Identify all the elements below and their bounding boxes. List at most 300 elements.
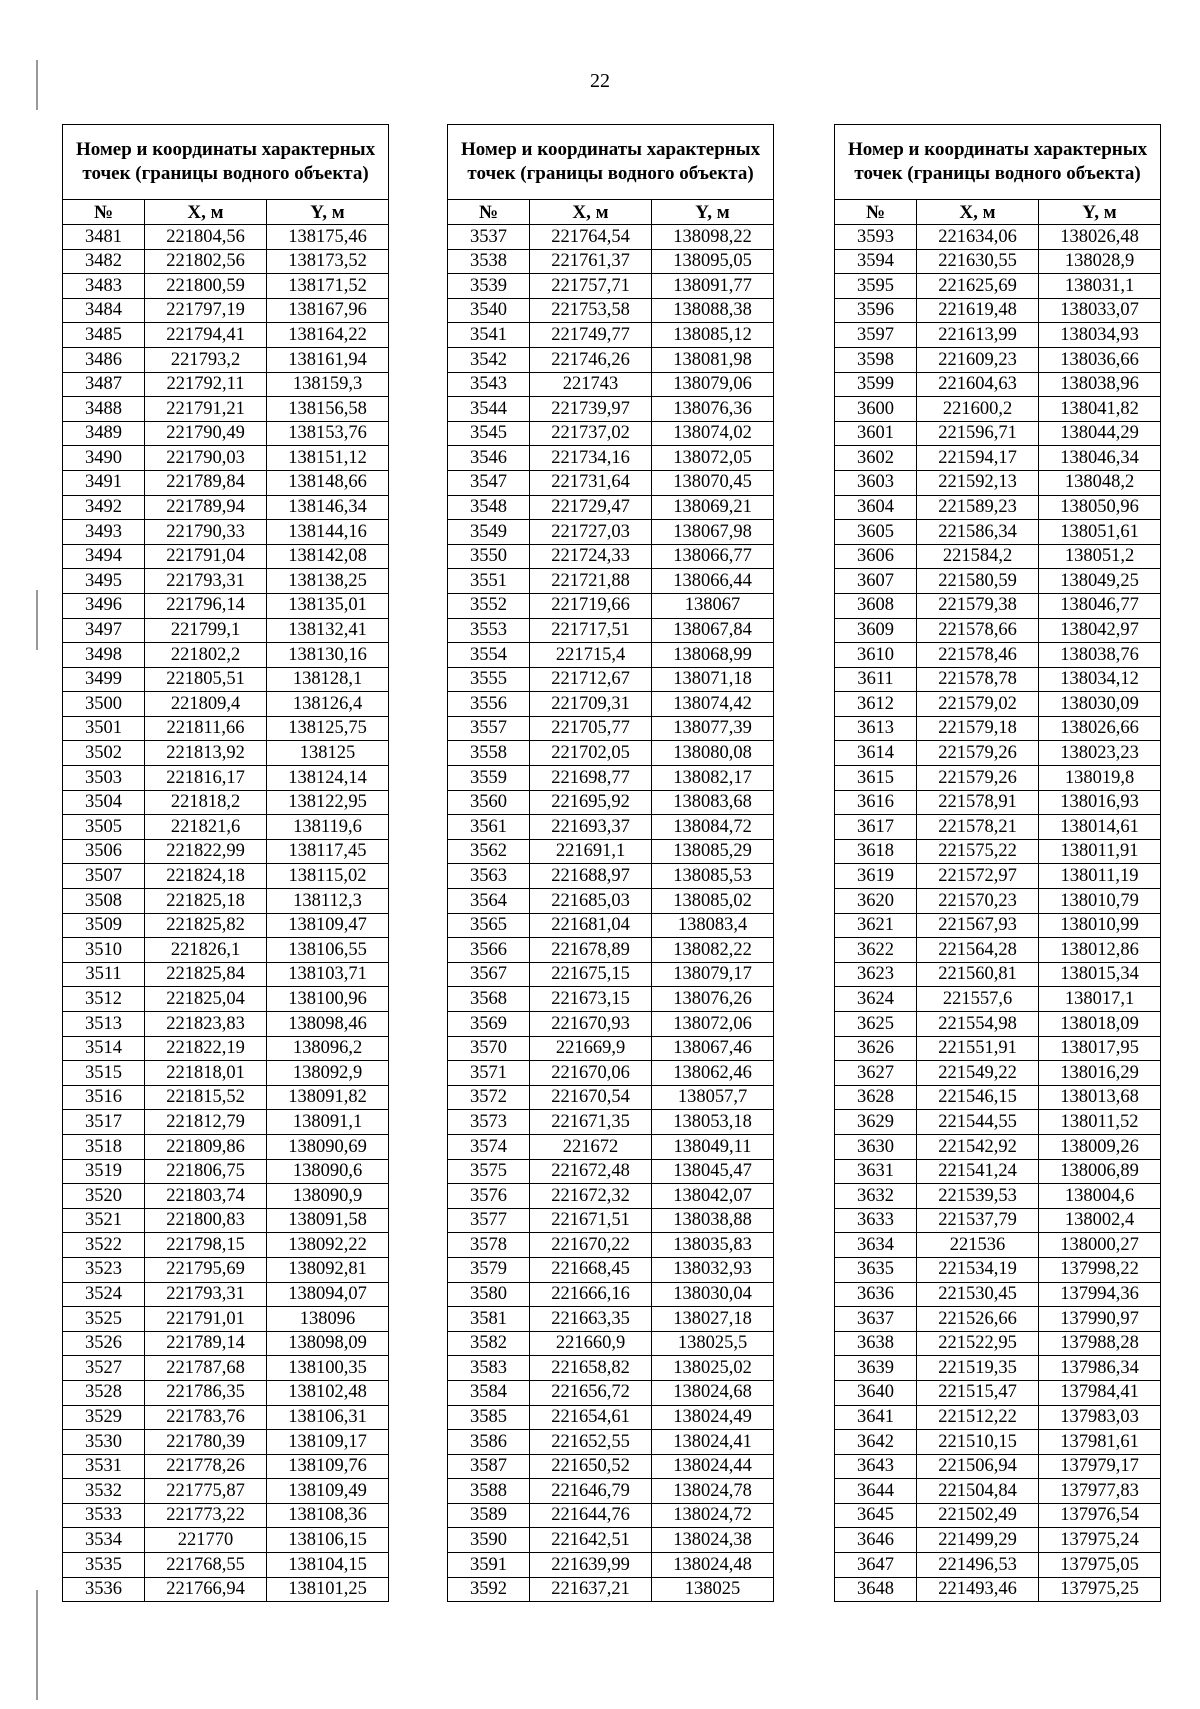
x-coordinate-cell: 221589,23 bbox=[917, 495, 1039, 520]
x-coordinate-cell: 221504,84 bbox=[917, 1479, 1039, 1504]
table-row bbox=[448, 1479, 774, 1504]
table-row bbox=[448, 815, 774, 840]
point-number-cell: 3589 bbox=[448, 1503, 530, 1528]
x-coordinate-cell: 221825,04 bbox=[145, 987, 267, 1012]
point-number-cell: 3495 bbox=[63, 569, 145, 594]
point-number-cell: 3502 bbox=[63, 741, 145, 766]
y-coordinate-cell: 138024,49 bbox=[652, 1405, 774, 1430]
table-row bbox=[835, 1380, 1161, 1405]
x-coordinate-cell: 221546,15 bbox=[917, 1085, 1039, 1110]
y-coordinate-cell: 138142,08 bbox=[267, 544, 389, 569]
point-number-cell: 3562 bbox=[448, 839, 530, 864]
table-row bbox=[448, 1061, 774, 1086]
table-row bbox=[448, 889, 774, 914]
table-row bbox=[63, 1307, 389, 1332]
table-row bbox=[835, 1528, 1161, 1553]
table-row bbox=[63, 962, 389, 987]
table-row bbox=[448, 1405, 774, 1430]
x-coordinate-cell: 221681,04 bbox=[530, 913, 652, 938]
y-coordinate-cell: 137994,36 bbox=[1039, 1282, 1161, 1307]
y-coordinate-cell: 138109,49 bbox=[267, 1479, 389, 1504]
point-number-cell: 3486 bbox=[63, 347, 145, 372]
point-number-cell: 3493 bbox=[63, 520, 145, 545]
point-number-cell: 3606 bbox=[835, 544, 917, 569]
x-coordinate-cell: 221537,79 bbox=[917, 1208, 1039, 1233]
table-row bbox=[835, 446, 1161, 471]
table-row bbox=[835, 569, 1161, 594]
x-coordinate-cell: 221812,79 bbox=[145, 1110, 267, 1135]
y-coordinate-cell: 138106,31 bbox=[267, 1405, 389, 1430]
point-number-cell: 3545 bbox=[448, 421, 530, 446]
y-coordinate-cell: 138138,25 bbox=[267, 569, 389, 594]
point-number-cell: 3624 bbox=[835, 987, 917, 1012]
point-number-cell: 3600 bbox=[835, 397, 917, 422]
point-number-cell: 3626 bbox=[835, 1036, 917, 1061]
table-row bbox=[448, 692, 774, 717]
point-number-cell: 3503 bbox=[63, 766, 145, 791]
point-number-cell: 3559 bbox=[448, 766, 530, 791]
x-coordinate-cell: 221637,21 bbox=[530, 1577, 652, 1602]
table-row bbox=[448, 1036, 774, 1061]
y-coordinate-cell: 138044,29 bbox=[1039, 421, 1161, 446]
table-row bbox=[448, 643, 774, 668]
table-row bbox=[448, 1233, 774, 1258]
table-row bbox=[63, 1233, 389, 1258]
table-row bbox=[448, 716, 774, 741]
y-coordinate-cell: 138132,41 bbox=[267, 618, 389, 643]
point-number-cell: 3580 bbox=[448, 1282, 530, 1307]
point-number-cell: 3538 bbox=[448, 249, 530, 274]
point-number-cell: 3620 bbox=[835, 889, 917, 914]
table-row bbox=[448, 1430, 774, 1455]
y-coordinate-cell: 138082,17 bbox=[652, 766, 774, 791]
point-number-cell: 3608 bbox=[835, 593, 917, 618]
y-coordinate-cell: 138076,36 bbox=[652, 397, 774, 422]
point-number-cell: 3564 bbox=[448, 889, 530, 914]
y-coordinate-cell: 138036,66 bbox=[1039, 347, 1161, 372]
y-coordinate-cell: 138018,09 bbox=[1039, 1012, 1161, 1037]
point-number-cell: 3543 bbox=[448, 372, 530, 397]
point-number-cell: 3601 bbox=[835, 421, 917, 446]
x-coordinate-cell: 221802,56 bbox=[145, 249, 267, 274]
point-number-cell: 3539 bbox=[448, 274, 530, 299]
x-coordinate-cell: 221544,55 bbox=[917, 1110, 1039, 1135]
x-coordinate-cell: 221578,66 bbox=[917, 618, 1039, 643]
table-row bbox=[63, 1208, 389, 1233]
point-number-cell: 3595 bbox=[835, 274, 917, 299]
x-coordinate-cell: 221539,53 bbox=[917, 1184, 1039, 1209]
x-coordinate-cell: 221705,77 bbox=[530, 716, 652, 741]
point-number-cell: 3483 bbox=[63, 274, 145, 299]
table-row bbox=[835, 889, 1161, 914]
point-number-cell: 3547 bbox=[448, 470, 530, 495]
point-number-cell: 3643 bbox=[835, 1454, 917, 1479]
x-coordinate-cell: 221536 bbox=[917, 1233, 1039, 1258]
y-coordinate-cell: 138072,05 bbox=[652, 446, 774, 471]
y-coordinate-cell: 138096 bbox=[267, 1307, 389, 1332]
point-number-cell: 3585 bbox=[448, 1405, 530, 1430]
table-row bbox=[835, 421, 1161, 446]
y-coordinate-cell: 138082,22 bbox=[652, 938, 774, 963]
point-number-cell: 3567 bbox=[448, 962, 530, 987]
y-coordinate-cell: 138126,4 bbox=[267, 692, 389, 717]
y-coordinate-cell: 138090,69 bbox=[267, 1134, 389, 1159]
table-row bbox=[448, 569, 774, 594]
point-number-cell: 3507 bbox=[63, 864, 145, 889]
y-coordinate-cell: 138006,89 bbox=[1039, 1159, 1161, 1184]
x-coordinate-cell: 221619,48 bbox=[917, 298, 1039, 323]
x-coordinate-cell: 221729,47 bbox=[530, 495, 652, 520]
point-number-cell: 3604 bbox=[835, 495, 917, 520]
x-coordinate-cell: 221634,06 bbox=[917, 225, 1039, 250]
table-body bbox=[448, 225, 774, 1602]
table-row bbox=[63, 323, 389, 348]
point-number-cell: 3627 bbox=[835, 1061, 917, 1086]
x-coordinate-cell: 221579,26 bbox=[917, 741, 1039, 766]
y-coordinate-cell: 138034,12 bbox=[1039, 667, 1161, 692]
y-coordinate-cell: 138100,96 bbox=[267, 987, 389, 1012]
x-coordinate-cell: 221613,99 bbox=[917, 323, 1039, 348]
table-row bbox=[63, 470, 389, 495]
point-number-cell: 3541 bbox=[448, 323, 530, 348]
x-coordinate-cell: 221800,83 bbox=[145, 1208, 267, 1233]
point-number-cell: 3587 bbox=[448, 1454, 530, 1479]
y-coordinate-cell: 138119,6 bbox=[267, 815, 389, 840]
x-coordinate-cell: 221783,76 bbox=[145, 1405, 267, 1430]
x-coordinate-cell: 221727,03 bbox=[530, 520, 652, 545]
y-coordinate-cell: 137984,41 bbox=[1039, 1380, 1161, 1405]
x-coordinate-cell: 221580,59 bbox=[917, 569, 1039, 594]
x-coordinate-cell: 221670,06 bbox=[530, 1061, 652, 1086]
table-row bbox=[448, 1577, 774, 1602]
table-row bbox=[835, 470, 1161, 495]
table-row bbox=[63, 1430, 389, 1455]
table-row bbox=[835, 815, 1161, 840]
table-row bbox=[835, 913, 1161, 938]
x-coordinate-cell: 221609,23 bbox=[917, 347, 1039, 372]
point-number-cell: 3569 bbox=[448, 1012, 530, 1037]
x-coordinate-cell: 221806,75 bbox=[145, 1159, 267, 1184]
table-row bbox=[63, 643, 389, 668]
point-number-cell: 3568 bbox=[448, 987, 530, 1012]
x-coordinate-cell: 221715,4 bbox=[530, 643, 652, 668]
y-coordinate-cell: 138109,76 bbox=[267, 1454, 389, 1479]
point-number-cell: 3558 bbox=[448, 741, 530, 766]
x-coordinate-cell: 221824,18 bbox=[145, 864, 267, 889]
x-coordinate-cell: 221542,92 bbox=[917, 1134, 1039, 1159]
x-coordinate-cell: 221766,94 bbox=[145, 1577, 267, 1602]
point-number-cell: 3596 bbox=[835, 298, 917, 323]
point-number-cell: 3519 bbox=[63, 1159, 145, 1184]
table-row bbox=[448, 1012, 774, 1037]
y-coordinate-cell: 137998,22 bbox=[1039, 1257, 1161, 1282]
table-row bbox=[448, 766, 774, 791]
point-number-cell: 3521 bbox=[63, 1208, 145, 1233]
point-number-cell: 3528 bbox=[63, 1380, 145, 1405]
table-row bbox=[835, 692, 1161, 717]
y-coordinate-cell: 138068,99 bbox=[652, 643, 774, 668]
x-coordinate-cell: 221639,99 bbox=[530, 1553, 652, 1578]
y-coordinate-cell: 138049,25 bbox=[1039, 569, 1161, 594]
table-row bbox=[835, 1454, 1161, 1479]
table-row bbox=[63, 938, 389, 963]
point-number-cell: 3490 bbox=[63, 446, 145, 471]
y-coordinate-cell: 138098,46 bbox=[267, 1012, 389, 1037]
point-number-cell: 3511 bbox=[63, 962, 145, 987]
x-coordinate-cell: 221652,55 bbox=[530, 1430, 652, 1455]
x-coordinate-cell: 221644,76 bbox=[530, 1503, 652, 1528]
table-row bbox=[448, 1134, 774, 1159]
point-number-cell: 3616 bbox=[835, 790, 917, 815]
x-coordinate-cell: 221823,83 bbox=[145, 1012, 267, 1037]
table-row bbox=[63, 1479, 389, 1504]
y-coordinate-cell: 138125 bbox=[267, 741, 389, 766]
x-coordinate-cell: 221773,22 bbox=[145, 1503, 267, 1528]
table-row bbox=[448, 1257, 774, 1282]
x-coordinate-cell: 221685,03 bbox=[530, 889, 652, 914]
table-row bbox=[63, 1282, 389, 1307]
x-coordinate-cell: 221789,84 bbox=[145, 470, 267, 495]
column-header-y: Y, м bbox=[267, 200, 389, 225]
table-row bbox=[63, 618, 389, 643]
y-coordinate-cell: 138083,4 bbox=[652, 913, 774, 938]
point-number-cell: 3614 bbox=[835, 741, 917, 766]
point-number-cell: 3611 bbox=[835, 667, 917, 692]
y-coordinate-cell: 138026,66 bbox=[1039, 716, 1161, 741]
x-coordinate-cell: 221564,28 bbox=[917, 938, 1039, 963]
x-coordinate-cell: 221764,54 bbox=[530, 225, 652, 250]
table-row bbox=[835, 790, 1161, 815]
y-coordinate-cell: 138094,07 bbox=[267, 1282, 389, 1307]
table-row bbox=[63, 864, 389, 889]
table-row bbox=[448, 790, 774, 815]
y-coordinate-cell: 137977,83 bbox=[1039, 1479, 1161, 1504]
point-number-cell: 3501 bbox=[63, 716, 145, 741]
table-row bbox=[835, 1061, 1161, 1086]
table-row bbox=[448, 1356, 774, 1381]
table-row bbox=[835, 1085, 1161, 1110]
point-number-cell: 3625 bbox=[835, 1012, 917, 1037]
point-number-cell: 3508 bbox=[63, 889, 145, 914]
point-number-cell: 3588 bbox=[448, 1479, 530, 1504]
table-row bbox=[448, 225, 774, 250]
y-coordinate-cell: 138024,68 bbox=[652, 1380, 774, 1405]
table-body bbox=[63, 225, 389, 1602]
point-number-cell: 3619 bbox=[835, 864, 917, 889]
y-coordinate-cell: 138025,5 bbox=[652, 1331, 774, 1356]
table-row bbox=[63, 347, 389, 372]
point-number-cell: 3531 bbox=[63, 1454, 145, 1479]
point-number-cell: 3554 bbox=[448, 643, 530, 668]
table-row bbox=[448, 864, 774, 889]
table-row bbox=[63, 1356, 389, 1381]
table-row bbox=[63, 741, 389, 766]
point-number-cell: 3617 bbox=[835, 815, 917, 840]
table-row bbox=[63, 495, 389, 520]
x-coordinate-cell: 221795,69 bbox=[145, 1257, 267, 1282]
point-number-cell: 3630 bbox=[835, 1134, 917, 1159]
x-coordinate-cell: 221642,51 bbox=[530, 1528, 652, 1553]
y-coordinate-cell: 137975,25 bbox=[1039, 1577, 1161, 1602]
table-row bbox=[835, 495, 1161, 520]
column-header-x: X, м bbox=[917, 200, 1039, 225]
point-number-cell: 3633 bbox=[835, 1208, 917, 1233]
y-coordinate-cell: 138011,52 bbox=[1039, 1110, 1161, 1135]
table-row bbox=[63, 913, 389, 938]
table-row bbox=[63, 1184, 389, 1209]
table-row bbox=[835, 1036, 1161, 1061]
x-coordinate-cell: 221578,91 bbox=[917, 790, 1039, 815]
point-number-cell: 3510 bbox=[63, 938, 145, 963]
table-row bbox=[63, 520, 389, 545]
x-coordinate-cell: 221734,16 bbox=[530, 446, 652, 471]
point-number-cell: 3598 bbox=[835, 347, 917, 372]
table-row bbox=[448, 1184, 774, 1209]
table-row bbox=[448, 1307, 774, 1332]
x-coordinate-cell: 221789,94 bbox=[145, 495, 267, 520]
x-coordinate-cell: 221672 bbox=[530, 1134, 652, 1159]
y-coordinate-cell: 138031,1 bbox=[1039, 274, 1161, 299]
table-row bbox=[63, 397, 389, 422]
y-coordinate-cell: 137976,54 bbox=[1039, 1503, 1161, 1528]
x-coordinate-cell: 221753,58 bbox=[530, 298, 652, 323]
y-coordinate-cell: 138048,2 bbox=[1039, 470, 1161, 495]
point-number-cell: 3491 bbox=[63, 470, 145, 495]
x-coordinate-cell: 221496,53 bbox=[917, 1553, 1039, 1578]
point-number-cell: 3645 bbox=[835, 1503, 917, 1528]
y-coordinate-cell: 138079,06 bbox=[652, 372, 774, 397]
y-coordinate-cell: 137990,97 bbox=[1039, 1307, 1161, 1332]
y-coordinate-cell: 138023,23 bbox=[1039, 741, 1161, 766]
point-number-cell: 3536 bbox=[63, 1577, 145, 1602]
y-coordinate-cell: 138024,41 bbox=[652, 1430, 774, 1455]
table-row bbox=[448, 470, 774, 495]
table-row bbox=[448, 1331, 774, 1356]
table-row bbox=[63, 790, 389, 815]
y-coordinate-cell: 138159,3 bbox=[267, 372, 389, 397]
x-coordinate-cell: 221804,56 bbox=[145, 225, 267, 250]
x-coordinate-cell: 221816,17 bbox=[145, 766, 267, 791]
x-coordinate-cell: 221794,41 bbox=[145, 323, 267, 348]
table-row bbox=[63, 1036, 389, 1061]
y-coordinate-cell: 138164,22 bbox=[267, 323, 389, 348]
point-number-cell: 3609 bbox=[835, 618, 917, 643]
point-number-cell: 3597 bbox=[835, 323, 917, 348]
point-number-cell: 3499 bbox=[63, 667, 145, 692]
y-coordinate-cell: 138014,61 bbox=[1039, 815, 1161, 840]
point-number-cell: 3648 bbox=[835, 1577, 917, 1602]
y-coordinate-cell: 138074,02 bbox=[652, 421, 774, 446]
y-coordinate-cell: 138016,29 bbox=[1039, 1061, 1161, 1086]
point-number-cell: 3532 bbox=[63, 1479, 145, 1504]
y-coordinate-cell: 138030,04 bbox=[652, 1282, 774, 1307]
x-coordinate-cell: 221757,71 bbox=[530, 274, 652, 299]
y-coordinate-cell: 138019,8 bbox=[1039, 766, 1161, 791]
point-number-cell: 3523 bbox=[63, 1257, 145, 1282]
x-coordinate-cell: 221578,21 bbox=[917, 815, 1039, 840]
y-coordinate-cell: 138051,2 bbox=[1039, 544, 1161, 569]
table-row bbox=[835, 643, 1161, 668]
x-coordinate-cell: 221793,31 bbox=[145, 1282, 267, 1307]
table-row bbox=[63, 298, 389, 323]
y-coordinate-cell: 138125,75 bbox=[267, 716, 389, 741]
x-coordinate-cell: 221791,04 bbox=[145, 544, 267, 569]
point-number-cell: 3540 bbox=[448, 298, 530, 323]
point-number-cell: 3639 bbox=[835, 1356, 917, 1381]
y-coordinate-cell: 138046,34 bbox=[1039, 446, 1161, 471]
x-coordinate-cell: 221579,26 bbox=[917, 766, 1039, 791]
y-coordinate-cell: 138167,96 bbox=[267, 298, 389, 323]
x-coordinate-cell: 221825,82 bbox=[145, 913, 267, 938]
point-number-cell: 3637 bbox=[835, 1307, 917, 1332]
y-coordinate-cell: 138010,99 bbox=[1039, 913, 1161, 938]
x-coordinate-cell: 221522,95 bbox=[917, 1331, 1039, 1356]
x-coordinate-cell: 221554,98 bbox=[917, 1012, 1039, 1037]
y-coordinate-cell: 138033,07 bbox=[1039, 298, 1161, 323]
y-coordinate-cell: 137983,03 bbox=[1039, 1405, 1161, 1430]
y-coordinate-cell: 138038,96 bbox=[1039, 372, 1161, 397]
x-coordinate-cell: 221658,82 bbox=[530, 1356, 652, 1381]
point-number-cell: 3505 bbox=[63, 815, 145, 840]
point-number-cell: 3571 bbox=[448, 1061, 530, 1086]
y-coordinate-cell: 138051,61 bbox=[1039, 520, 1161, 545]
point-number-cell: 3622 bbox=[835, 938, 917, 963]
column-header-x: X, м bbox=[530, 200, 652, 225]
point-number-cell: 3603 bbox=[835, 470, 917, 495]
y-coordinate-cell: 138002,4 bbox=[1039, 1208, 1161, 1233]
x-coordinate-cell: 221825,84 bbox=[145, 962, 267, 987]
table-row bbox=[63, 889, 389, 914]
x-coordinate-cell: 221743 bbox=[530, 372, 652, 397]
table-row bbox=[448, 1208, 774, 1233]
y-coordinate-cell: 138096,2 bbox=[267, 1036, 389, 1061]
point-number-cell: 3552 bbox=[448, 593, 530, 618]
y-coordinate-cell: 138035,83 bbox=[652, 1233, 774, 1258]
table-row bbox=[448, 323, 774, 348]
point-number-cell: 3497 bbox=[63, 618, 145, 643]
point-number-cell: 3623 bbox=[835, 962, 917, 987]
column-header-x: X, м bbox=[145, 200, 267, 225]
y-coordinate-cell: 138015,34 bbox=[1039, 962, 1161, 987]
y-coordinate-cell: 138091,82 bbox=[267, 1085, 389, 1110]
x-coordinate-cell: 221790,03 bbox=[145, 446, 267, 471]
point-number-cell: 3640 bbox=[835, 1380, 917, 1405]
y-coordinate-cell: 138062,46 bbox=[652, 1061, 774, 1086]
y-coordinate-cell: 138092,9 bbox=[267, 1061, 389, 1086]
y-coordinate-cell: 138156,58 bbox=[267, 397, 389, 422]
x-coordinate-cell: 221534,19 bbox=[917, 1257, 1039, 1282]
x-coordinate-cell: 221786,35 bbox=[145, 1380, 267, 1405]
y-coordinate-cell: 138011,19 bbox=[1039, 864, 1161, 889]
x-coordinate-cell: 221678,89 bbox=[530, 938, 652, 963]
x-coordinate-cell: 221660,9 bbox=[530, 1331, 652, 1356]
y-coordinate-cell: 138101,25 bbox=[267, 1577, 389, 1602]
point-number-cell: 3577 bbox=[448, 1208, 530, 1233]
x-coordinate-cell: 221712,67 bbox=[530, 667, 652, 692]
table-row bbox=[835, 1257, 1161, 1282]
point-number-cell: 3613 bbox=[835, 716, 917, 741]
y-coordinate-cell: 138146,34 bbox=[267, 495, 389, 520]
x-coordinate-cell: 221557,6 bbox=[917, 987, 1039, 1012]
y-coordinate-cell: 137979,17 bbox=[1039, 1454, 1161, 1479]
x-coordinate-cell: 221746,26 bbox=[530, 347, 652, 372]
x-coordinate-cell: 221669,9 bbox=[530, 1036, 652, 1061]
y-coordinate-cell: 137986,34 bbox=[1039, 1356, 1161, 1381]
y-coordinate-cell: 138130,16 bbox=[267, 643, 389, 668]
point-number-cell: 3561 bbox=[448, 815, 530, 840]
table-caption: Номер и координаты характерных точек (границы водного объекта) bbox=[63, 125, 389, 200]
y-coordinate-cell: 138128,1 bbox=[267, 667, 389, 692]
